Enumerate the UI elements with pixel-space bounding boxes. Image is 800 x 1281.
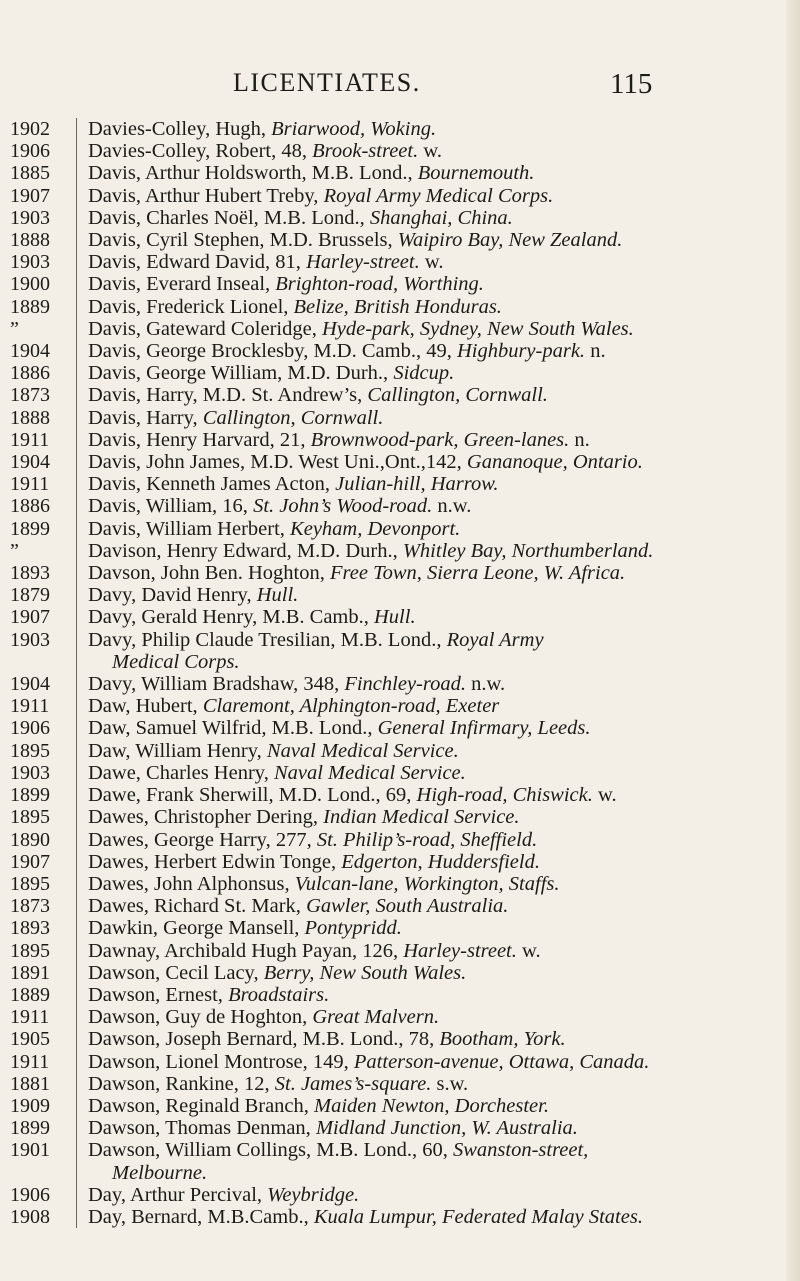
- entry-name: Davis, Harry,: [88, 406, 203, 429]
- entry-name: Dawnay, Archibald Hugh Payan, 126,: [88, 939, 404, 962]
- list-item: [0, 429, 800, 451]
- entry-year: 1902: [10, 118, 50, 140]
- entry-text: [77, 1184, 778, 1206]
- entry-address-continued: Medical Corps.: [112, 650, 240, 673]
- entry-text: [77, 229, 778, 251]
- list-item: [0, 362, 800, 384]
- entry-address: General Infirmary, Leeds.: [377, 717, 591, 740]
- entry-address: Sidcup.: [393, 362, 455, 385]
- entry-year: 1903: [10, 761, 50, 784]
- entry-name: Davy, David Henry,: [88, 584, 257, 607]
- entry-year: 1911: [10, 1050, 50, 1073]
- entry-address: Julian-hill, Harrow.: [335, 473, 499, 496]
- entry-name: Davis, George Brocklesby, M.D. Camb., 49,: [88, 340, 457, 363]
- entry-text: [77, 296, 778, 318]
- entry-address: Berry, New South Wales.: [263, 961, 467, 984]
- entry-text: [77, 629, 778, 673]
- entry-name: Dawe, Frank Sherwill, M.D. Lond., 69,: [88, 784, 417, 807]
- entry-year: 1873: [10, 895, 50, 918]
- entry-address: Bootham, York.: [439, 1028, 566, 1051]
- entry-district: w.: [516, 939, 541, 962]
- entry-district: w.: [418, 140, 442, 163]
- entry-text: [77, 984, 778, 1006]
- entry-text: [77, 673, 778, 695]
- entry-year: 1873: [10, 384, 50, 407]
- list-item: [0, 873, 800, 895]
- list-item: [0, 695, 800, 717]
- entry-address: Broadstairs.: [228, 983, 330, 1006]
- entry-year: 1908: [10, 1205, 50, 1228]
- list-item: [0, 784, 800, 806]
- entry-address: Finchley-road.: [344, 673, 466, 696]
- entry-name: Davis, Edward David, 81,: [88, 251, 307, 274]
- entry-name: Dawson, William Collings, M.B. Lond., 60,: [88, 1139, 453, 1162]
- entry-year: 1901: [10, 1139, 50, 1162]
- entry-year: 1899: [10, 784, 50, 807]
- list-item: [0, 917, 800, 939]
- entry-text: [77, 740, 778, 762]
- list-item: [0, 518, 800, 540]
- entry-year: 1886: [10, 362, 50, 385]
- entry-text: [77, 207, 778, 229]
- entry-year: 1905: [10, 1028, 50, 1051]
- entry-year: 1903: [10, 206, 50, 229]
- entry-name: Davies-Colley, Robert, 48,: [88, 140, 313, 163]
- entry-name: Davis, Gateward Coleridge,: [88, 317, 322, 340]
- list-item: [0, 1117, 800, 1139]
- entry-name: Daw, Hubert,: [88, 695, 203, 718]
- entry-text: [77, 962, 778, 984]
- entry-text: [77, 784, 778, 806]
- entry-year: 1885: [10, 162, 50, 185]
- list-item: [0, 762, 800, 784]
- entry-address: Gananoque, Ontario.: [466, 451, 643, 474]
- entry-address: Shanghai, China.: [369, 206, 513, 229]
- entry-text: [77, 362, 778, 384]
- list-item: [0, 473, 800, 495]
- entry-text: [77, 1073, 778, 1095]
- entry-text: [77, 340, 778, 362]
- entry-name: Davis, William, 16,: [88, 495, 254, 518]
- list-item: [0, 584, 800, 606]
- entry-district: n.w.: [432, 495, 472, 518]
- entry-address: Hull.: [374, 606, 416, 629]
- list-item: [0, 740, 800, 762]
- entry-name: Davis, Arthur Hubert Treby,: [88, 184, 324, 207]
- entry-year: 1911: [10, 428, 50, 451]
- entry-text: [77, 162, 778, 184]
- entry-name: Davis, Arthur Holdsworth, M.B. Lond.,: [88, 162, 418, 185]
- entry-address: Waipiro Bay, New Zealand.: [397, 229, 623, 252]
- entry-text: [77, 473, 778, 495]
- entry-address: Briarwood, Woking.: [271, 118, 437, 140]
- list-item: [0, 717, 800, 739]
- entry-name: Day, Arthur Percival,: [88, 1183, 268, 1206]
- entry-text: [77, 851, 778, 873]
- entry-name: Dawes, Herbert Edwin Tonge,: [88, 850, 342, 873]
- entry-name: Davis, Charles Noël, M.B. Lond.,: [88, 206, 370, 229]
- entry-year: 1907: [10, 184, 50, 207]
- entry-text: [77, 695, 778, 717]
- entry-text: [77, 717, 778, 739]
- entry-year: ”: [10, 317, 19, 340]
- entry-address: Naval Medical Service.: [273, 761, 466, 784]
- entry-year: 1904: [10, 673, 50, 696]
- entry-address: Claremont, Alphington-road, Exeter: [202, 695, 500, 718]
- entry-district: w.: [419, 251, 444, 274]
- entry-name: Davy, Philip Claude Tresilian, M.B. Lond.,: [88, 628, 447, 651]
- entry-year: 1907: [10, 850, 50, 873]
- entry-text: [77, 518, 778, 540]
- entry-text: [77, 118, 778, 140]
- list-item: [0, 940, 800, 962]
- entry-year: 1879: [10, 584, 50, 607]
- entry-name: Dawson, Guy de Hoghton,: [88, 1006, 313, 1029]
- list-item: [0, 806, 800, 828]
- entry-name: Dawson, Cecil Lacy,: [88, 961, 264, 984]
- entry-year: 1891: [10, 961, 50, 984]
- entry-year: 1886: [10, 495, 50, 518]
- entry-year: 1889: [10, 295, 50, 318]
- entry-year: 1889: [10, 983, 50, 1006]
- entry-name: Dawson, Joseph Bernard, M.B. Lond., 78,: [88, 1028, 440, 1051]
- entry-name: Davis, Henry Harvard, 21,: [88, 428, 311, 451]
- entry-year: 1907: [10, 606, 50, 629]
- entry-text: [77, 1095, 778, 1117]
- list-item: [0, 118, 800, 140]
- entry-text: [77, 562, 778, 584]
- list-item: [0, 451, 800, 473]
- entry-district: w.: [592, 784, 617, 807]
- entry-text: [77, 940, 778, 962]
- entry-address: Gawler, South Australia.: [306, 895, 509, 918]
- entry-name: Dawson, Reginald Branch,: [88, 1094, 315, 1117]
- entry-district: s.w.: [431, 1072, 469, 1095]
- entry-address: High-road, Chiswick.: [416, 784, 593, 807]
- entry-district: n.: [569, 428, 590, 451]
- entry-name: Dawson, Rankine, 12,: [88, 1072, 275, 1095]
- entry-year: 1906: [10, 1183, 50, 1206]
- entry-address: Patterson-avenue, Ottawa, Canada.: [353, 1050, 650, 1073]
- entry-text: [77, 1028, 778, 1050]
- entry-text: [77, 318, 778, 340]
- entry-text: [77, 185, 778, 207]
- entry-name: Dawes, John Alphonsus,: [88, 872, 295, 895]
- entry-address: Maiden Newton, Dorchester.: [314, 1094, 549, 1117]
- page-number: 115: [610, 68, 653, 100]
- entry-address: Weybridge.: [267, 1183, 360, 1206]
- list-item: [0, 562, 800, 584]
- entry-text: [77, 806, 778, 828]
- entry-address: Callington, Cornwall.: [202, 406, 384, 429]
- entry-address: Hull.: [256, 584, 299, 607]
- entry-name: Davis, Cyril Stephen, M.D. Brussels,: [88, 229, 398, 252]
- list-item: [0, 1028, 800, 1050]
- entry-address: Whitley Bay, Northumberland.: [402, 539, 654, 562]
- entry-text: [77, 1117, 778, 1139]
- entry-year: 1881: [10, 1072, 50, 1095]
- entry-year: 1895: [10, 872, 50, 895]
- entry-address: St. Philip’s-road, Sheffield.: [316, 828, 538, 851]
- entry-text: [77, 429, 778, 451]
- entry-name: Davis, Harry, M.D. St. Andrew’s,: [88, 384, 368, 407]
- entry-text: [77, 251, 778, 273]
- entry-name: Dawson, Thomas Denman,: [88, 1117, 316, 1140]
- list-item: [0, 318, 800, 340]
- entry-year: 1895: [10, 739, 50, 762]
- entry-name: Davis, William Herbert,: [88, 517, 291, 540]
- entry-name: Dawes, George Harry, 277,: [88, 828, 317, 851]
- entry-address: Edgerton, Huddersfield.: [341, 850, 540, 873]
- list-item: [0, 895, 800, 917]
- entry-name: Dawson, Lionel Montrose, 149,: [88, 1050, 354, 1073]
- entry-year: 1899: [10, 1117, 50, 1140]
- entry-year: 1903: [10, 628, 50, 651]
- entry-address: Keyham, Devonport.: [290, 517, 461, 540]
- entry-name: Davy, Gerald Henry, M.B. Camb.,: [88, 606, 374, 629]
- entry-text: [77, 829, 778, 851]
- entry-address: Callington, Cornwall.: [367, 384, 548, 407]
- entry-text: [77, 384, 778, 406]
- entry-text: [77, 1051, 778, 1073]
- entry-year: 1904: [10, 340, 50, 363]
- running-head: LICENTIATES.: [233, 68, 421, 97]
- list-item: [0, 185, 800, 207]
- entry-year: ”: [10, 539, 19, 562]
- entry-address: Indian Medical Service.: [323, 806, 520, 829]
- entry-name: Davis, Frederick Lionel,: [88, 295, 294, 318]
- entry-address: Belize, British Honduras.: [293, 295, 502, 318]
- entry-address: Brighton-road, Worthing.: [275, 273, 484, 296]
- list-item: [0, 540, 800, 562]
- entry-text: [77, 451, 778, 473]
- entry-year: 1909: [10, 1094, 50, 1117]
- entry-year: 1895: [10, 939, 50, 962]
- entry-text: [77, 273, 778, 295]
- entry-address: Royal Army Medical Corps.: [323, 184, 554, 207]
- entry-address: Brownwood-park, Green-lanes.: [310, 428, 570, 451]
- entry-address: Naval Medical Service.: [266, 739, 459, 762]
- entry-name: Davis, George William, M.D. Durh.,: [88, 362, 394, 385]
- entry-name: Dawson, Ernest,: [88, 983, 229, 1006]
- list-item: [0, 207, 800, 229]
- entry-name: Daw, William Henry,: [88, 739, 267, 762]
- list-item: [0, 251, 800, 273]
- entry-text: [77, 1206, 778, 1228]
- entry-address: Hyde-park, Sydney, New South Wales.: [321, 317, 634, 340]
- entry-year: 1906: [10, 717, 50, 740]
- entry-address: Royal Army: [446, 628, 544, 651]
- entry-name: Dawkin, George Mansell,: [88, 917, 305, 940]
- entry-address: Harley-street.: [306, 251, 420, 274]
- entry-text: [77, 1006, 778, 1028]
- entry-year: 1911: [10, 1006, 50, 1029]
- entry-year: 1906: [10, 140, 50, 163]
- list-item: [0, 1051, 800, 1073]
- entry-year: 1899: [10, 517, 50, 540]
- entry-name: Davis, Kenneth James Acton,: [88, 473, 336, 496]
- list-item: [0, 629, 800, 673]
- entry-year: 1888: [10, 406, 50, 429]
- list-item: [0, 1184, 800, 1206]
- entry-text: [77, 495, 778, 517]
- list-item: [0, 273, 800, 295]
- entry-address: Free Town, Sierra Leone, W. Africa.: [330, 562, 626, 585]
- list-item: [0, 829, 800, 851]
- entry-year: 1911: [10, 473, 50, 496]
- list-item: [0, 1206, 800, 1228]
- entry-year: 1895: [10, 806, 50, 829]
- entry-name: Davson, John Ben. Hoghton,: [88, 562, 331, 585]
- entry-text: [77, 1139, 778, 1183]
- page-header: [0, 68, 800, 108]
- list-item: [0, 1006, 800, 1028]
- entry-district: n.: [585, 340, 606, 363]
- entry-address: Highbury-park.: [456, 340, 586, 363]
- entry-name: Davis, Everard Inseal,: [88, 273, 276, 296]
- entry-address: St. John’s Wood-road.: [253, 495, 433, 518]
- list-item: [0, 162, 800, 184]
- entry-name: Davis, John James, M.D. West Uni.,Ont.,142,: [88, 451, 467, 474]
- entry-year: 1888: [10, 229, 50, 252]
- entry-address: Pontypridd.: [304, 917, 402, 940]
- list-item: [0, 384, 800, 406]
- entry-name: Dawes, Christopher Dering,: [88, 806, 324, 829]
- entry-name: Dawe, Charles Henry,: [88, 761, 274, 784]
- entry-name: Davison, Henry Edward, M.D. Durh.,: [88, 539, 403, 562]
- entry-name: Davies-Colley, Hugh,: [88, 118, 272, 140]
- entry-name: Day, Bernard, M.B.Camb.,: [88, 1205, 314, 1228]
- entry-address: Swanston-street,: [452, 1139, 589, 1162]
- list-item: [0, 962, 800, 984]
- list-item: [0, 1139, 800, 1183]
- entry-address: Harley-street.: [403, 939, 517, 962]
- entry-address: Vulcan-lane, Workington, Staffs.: [294, 872, 560, 895]
- entry-text: [77, 584, 778, 606]
- licentiates-list: [0, 118, 800, 1228]
- list-item: [0, 606, 800, 628]
- entry-year: 1903: [10, 251, 50, 274]
- entry-address: Midland Junction, W. Australia.: [315, 1117, 578, 1140]
- entry-address: Brook-street.: [312, 140, 419, 163]
- entry-text: [77, 917, 778, 939]
- list-item: [0, 851, 800, 873]
- entry-address: Kuala Lumpur, Federated Malay States.: [313, 1205, 643, 1228]
- entry-address-continued: Melbourne.: [112, 1161, 208, 1184]
- list-item: [0, 984, 800, 1006]
- list-item: [0, 407, 800, 429]
- list-item: [0, 1095, 800, 1117]
- entry-text: [77, 407, 778, 429]
- entry-year: 1893: [10, 562, 50, 585]
- entry-address: St. James’s-square.: [274, 1072, 432, 1095]
- list-item: [0, 495, 800, 517]
- entry-name: Davy, William Bradshaw, 348,: [88, 673, 345, 696]
- entry-address: Bournemouth.: [417, 162, 535, 185]
- list-item: [0, 229, 800, 251]
- entry-year: 1890: [10, 828, 50, 851]
- entry-text: [77, 140, 778, 162]
- list-item: [0, 140, 800, 162]
- entry-district: n.w.: [465, 673, 506, 696]
- list-item: [0, 340, 800, 362]
- list-item: [0, 296, 800, 318]
- list-item: [0, 1073, 800, 1095]
- entry-text: [77, 540, 778, 562]
- entry-text: [77, 762, 778, 784]
- entry-year: 1904: [10, 451, 50, 474]
- entry-text: [77, 895, 778, 917]
- entry-name: Daw, Samuel Wilfrid, M.B. Lond.,: [88, 717, 378, 740]
- entry-address: Great Malvern.: [312, 1006, 440, 1029]
- list-item: [0, 673, 800, 695]
- entry-year: 1911: [10, 695, 50, 718]
- entry-year: 1900: [10, 273, 50, 296]
- entry-text: [77, 606, 778, 628]
- entry-name: Dawes, Richard St. Mark,: [88, 895, 307, 918]
- entry-text: [77, 873, 778, 895]
- entry-year: 1893: [10, 917, 50, 940]
